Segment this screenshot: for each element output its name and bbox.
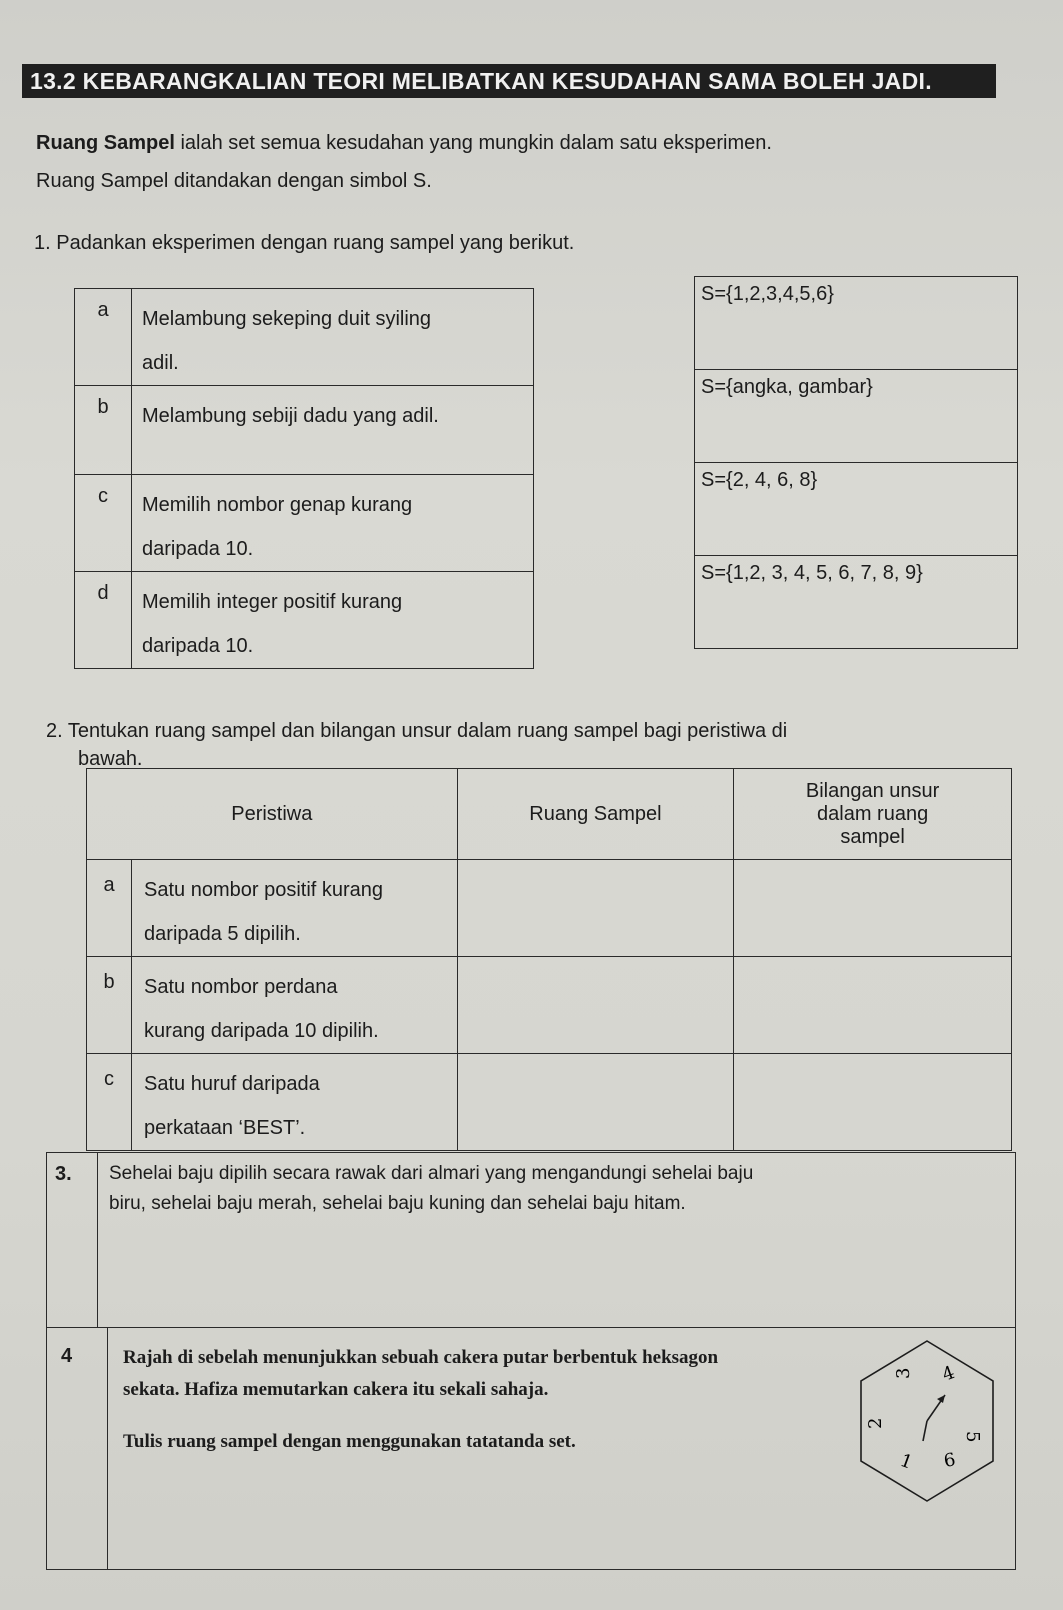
experiment-text: daripada 10. [142, 538, 254, 560]
intro-line-1 [36, 132, 772, 155]
row-key: c [87, 1054, 132, 1151]
experiment-text: daripada 10. [142, 635, 254, 657]
experiment-cell[interactable] [132, 475, 534, 572]
hexagon-label: 1 [897, 1449, 916, 1474]
header-count-line: Bilangan unsur [805, 779, 940, 802]
experiment-cell[interactable] [132, 572, 534, 669]
row-key: b [87, 957, 132, 1054]
table-row [75, 475, 534, 572]
q1-sample-space-table [694, 276, 1018, 649]
q3-text-line-1: Sehelai baju dipilih secara rawak dari almari yang mengandungi sehelai baju [109, 1163, 754, 1184]
table-row [695, 277, 1018, 370]
sample-space-cell[interactable]: S={1,2,3,4,5,6} [695, 277, 1018, 370]
row-key: a [75, 289, 132, 386]
event-text: daripada 5 dipilih. [144, 923, 301, 945]
intro-term: Ruang Sampel [36, 132, 175, 154]
table-row [75, 386, 534, 475]
q3-number: 3. [55, 1163, 72, 1185]
event-text: Satu huruf daripada [144, 1073, 320, 1095]
q4-text-line-1: Rajah di sebelah menunjukkan sebuah cakera putar berbentuk heksagon [123, 1347, 719, 1368]
sample-space-answer-cell[interactable] [457, 1054, 734, 1151]
divider [107, 1327, 108, 1569]
experiment-text: Melambung sebiji dadu yang adil. [142, 405, 439, 427]
event-cell [132, 957, 458, 1054]
q4-answer-area[interactable] [123, 1467, 823, 1563]
q2-prompt-line-2: bawah. [78, 748, 143, 770]
header-count-line: dalam ruang [817, 802, 929, 825]
q3-box [46, 1152, 1016, 1328]
hexagon-label: 2 [865, 1417, 886, 1429]
row-key: d [75, 572, 132, 669]
hexagon-spinner-diagram [827, 1337, 1027, 1527]
count-answer-cell[interactable] [734, 1054, 1012, 1151]
q2-prompt-line-1: 2. Tentukan ruang sampel dan bilangan unsur dalam ruang sampel bagi peristiwa di [46, 720, 788, 742]
table-row [695, 556, 1018, 649]
q1-experiment-table [74, 288, 534, 669]
spinner-pointer-tail [923, 1421, 927, 1441]
experiment-cell[interactable] [132, 386, 534, 475]
count-answer-cell[interactable] [734, 957, 1012, 1054]
q3-text-line-2: biru, sehelai baju merah, sehelai baju kuning dan sehelai baju hitam. [109, 1193, 686, 1214]
q2-table [86, 768, 1012, 1151]
experiment-text: Memilih integer positif kurang [142, 591, 403, 613]
q3-answer-area[interactable] [109, 1233, 999, 1319]
event-text: Satu nombor perdana [144, 976, 338, 998]
event-text: perkataan ‘BEST’. [144, 1117, 306, 1139]
intro-line-2: Ruang Sampel ditandakan dengan simbol S. [36, 170, 432, 192]
count-answer-cell[interactable] [734, 860, 1012, 957]
row-key: c [75, 475, 132, 572]
row-key: a [87, 860, 132, 957]
table-row [87, 957, 1012, 1054]
experiment-text: Memilih nombor genap kurang [142, 494, 413, 516]
sample-space-answer-cell[interactable] [457, 860, 734, 957]
header-count-line: sampel [840, 825, 905, 848]
header-sample-space: Ruang Sampel [457, 769, 734, 860]
table-row [75, 289, 534, 386]
header-count [734, 769, 1012, 860]
header-event: Peristiwa [87, 769, 458, 860]
q4-number: 4 [61, 1345, 73, 1367]
table-row [87, 1054, 1012, 1151]
section-title: 13.2 KEBARANGKALIAN TEORI MELIBATKAN KESUDAHAN SAMA BOLEH JADI. [22, 64, 996, 98]
sample-space-cell[interactable]: S={1,2, 3, 4, 5, 6, 7, 8, 9} [695, 556, 1018, 649]
experiment-text: Melambung sekeping duit syiling [142, 308, 432, 330]
q4-text-line-3: Tulis ruang sampel dengan menggunakan tatatanda set. [123, 1431, 576, 1452]
q4-box [46, 1327, 1016, 1570]
row-key: b [75, 386, 132, 475]
sample-space-cell[interactable]: S={2, 4, 6, 8} [695, 463, 1018, 556]
experiment-text: adil. [142, 352, 179, 374]
table-row [695, 370, 1018, 463]
table-row [87, 860, 1012, 957]
event-text: kurang daripada 10 dipilih. [144, 1020, 379, 1042]
hexagon-label: 4 [939, 1362, 958, 1386]
sample-space-answer-cell[interactable] [457, 957, 734, 1054]
table-row [75, 572, 534, 669]
q1-prompt: 1. Padankan eksperimen dengan ruang sampel yang berikut. [34, 232, 575, 254]
intro-definition: ialah set semua kesudahan yang mungkin dalam satu eksperimen. [174, 132, 772, 154]
divider [97, 1153, 98, 1327]
sample-space-cell[interactable]: S={angka, gambar} [695, 370, 1018, 463]
table-header-row [87, 769, 1012, 860]
hexagon-label: 5 [962, 1431, 983, 1443]
hexagon-label: 3 [893, 1367, 914, 1379]
q4-text-line-2: sekata. Hafiza memutarkan cakera itu sekali sahaja. [123, 1379, 549, 1400]
table-row [695, 463, 1018, 556]
event-cell [132, 860, 458, 957]
event-cell [132, 1054, 458, 1151]
event-text: Satu nombor positif kurang [144, 879, 384, 901]
hexagon-label: 6 [942, 1449, 958, 1472]
experiment-cell[interactable] [132, 289, 534, 386]
